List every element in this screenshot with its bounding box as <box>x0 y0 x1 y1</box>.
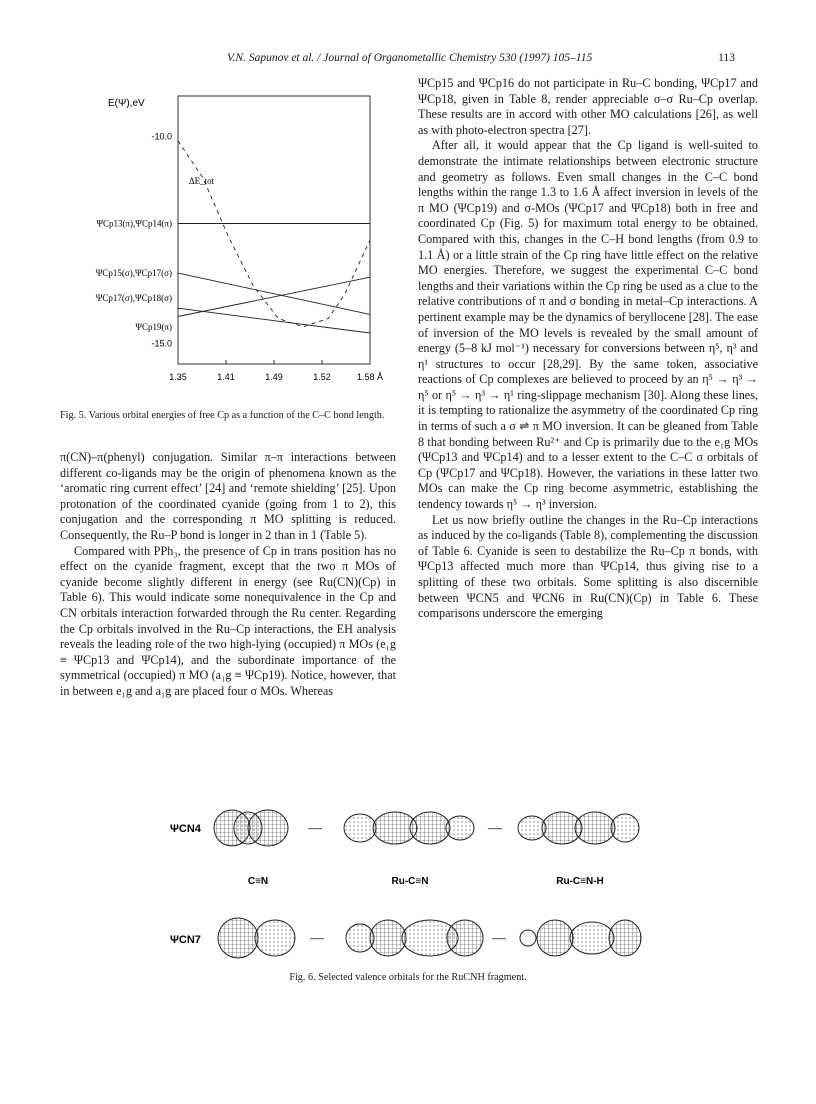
series-label: ΨCp15(σ),ΨCp17(σ) <box>95 268 172 279</box>
right-column <box>418 76 758 622</box>
fragment-label: Ru-C≡N-H <box>556 876 604 887</box>
series-line <box>178 277 370 316</box>
series-line <box>178 273 370 314</box>
orbital-cn4-rucnh <box>518 812 639 844</box>
orbital-cn7-cn <box>218 918 295 958</box>
fragment-label: C≡N <box>247 876 269 887</box>
series-label: ΨCp17(σ),ΨCp18(σ) <box>95 292 172 303</box>
orbital-cn7-rucn <box>346 920 483 956</box>
figure-6 <box>120 800 720 975</box>
fig6-caption: Fig. 6. Selected valence orbitals for the RuCNH fragment. <box>289 972 527 983</box>
fig6-row-label: ΨCN4 <box>170 823 201 835</box>
arrow-icon: — <box>492 931 506 946</box>
figure-5 <box>60 72 405 408</box>
arrow-icon: — <box>488 821 502 836</box>
fig5-caption: Fig. 5. Various orbital energies of free Cp as a function of the C–C bond length. <box>60 410 385 421</box>
fig6-orbitals <box>120 800 720 975</box>
x-tick-label: 1.52 <box>313 372 331 382</box>
series-label: ΨCp13(π),ΨCp14(π) <box>96 218 172 229</box>
plot-frame <box>178 96 370 364</box>
left-column <box>60 450 396 700</box>
x-tick-label: 1.58 Å <box>356 372 384 382</box>
series-line <box>178 141 370 327</box>
y-tick-label: -10.0 <box>151 131 172 142</box>
paragraph: After all, it would appear that the Cp ligand is well-suited to demonstrate the intimate relationships between electronic structure and geometry as follows. Even small changes in the C–C bond lengths within the range 1.3 to 1.6 Å affect inversion in levels of the π MO (ΨCp19) and σ-MOs (ΨCp17 and ΨCp18) both in free and coordinated Cp (Fig. 5) for maximum total energy to be obtained. Compared with this, changes in the C–H bond lengths (from 0.9 to 1.1 Å) or a little strain of the Cp ring have little effect on the relative MO energies. Therefore, we suggest the experimental C–C bond lengths and their variations within the Cp ring be used as a clue to the relative contributions of π and σ bonding in metal–Cp interactions. A pertinent example may be the dynamics of beryllocene [28]. The ease of inversion of the MO levels is revealed by the small amount of energy (5–8 kJ mol⁻¹) necessary for conversions between η⁵, η³ and η¹ structures to occur [28,29]. By the same token, associative reactions of Cp complexes are believed to proceed by an η⁵ → η³ → η⁵ or η⁵ → η³ → η¹ ring-slippage mechanism [30]. Along these lines, it is tempting to rationalize the asymmetry of the coordinated Cp ring in terms of such a σ ⇌ π MO inversion. It can be gleaned from Table 8 that bonding between Ru²⁺ and Cp is primarily due to the e₁g MOs (ΨCp13 and ΨCp14) and to a lesser extent to the C–C σ orbitals of Cp (ΨCp17 and ΨCp18). However, the variations in these latter two MOs can make the Cp ring become asymmetric, establishing the tendency towards η⁵ → η³ inversion. <box>418 138 758 512</box>
paragraph: Compared with PPh₃, the presence of Cp in trans position has no effect on the cyanide fragment, except that the two π MOs of cyanide become slightly different in energy (see Ru(CN)(Cp) in Table 6). This would indicate some nonequivalence in the Cp and CN orbitals interaction forwarded through the Ru center. Regarding the Cp orbitals involved in the Ru–Cp interactions, the EH analysis reveals the leading role of the two high-lying (occupied) π MOs (e₁g ≡ ΨCp13 and ΨCp14), and the subordinate importance of the symmetrical (occupied) π MO (a₁g ≡ ΨCp19). Notice, however, that in between e₁g and a₁g are placed four σ MOs. Whereas <box>60 543 396 698</box>
x-tick-label: 1.35 <box>169 372 187 382</box>
orbital-cn4-rucn <box>344 812 474 844</box>
arrow-icon: — <box>308 821 322 836</box>
annotation-delta-etot: ΔE_tot <box>188 176 215 187</box>
y-axis-label: E(Ψ),eV <box>108 98 145 109</box>
paragraph: Let us now briefly outline the changes in the Ru–Cp interactions as induced by the co-ligands (Table 8), complementing the discussion of Table 6. Cyanide is seen to destabilize the Ru–Cp π bonds, with ΨCp13 affected much more than ΨCp14, thus giving rise to a splitting of these two orbitals. Some splitting is also discernible between ΨCN5 and ΨCN6 in Ru(CN)(Cp) in Table 6. These comparisons underscore the emerging <box>418 512 758 621</box>
y-tick-label: -15.0 <box>151 338 172 349</box>
x-tick-label: 1.49 <box>265 372 283 382</box>
page-number: 113 <box>718 52 735 64</box>
fig6-row-label: ΨCN7 <box>170 934 201 946</box>
paragraph: ΨCp15 and ΨCp16 do not participate in Ru–C bonding, ΨCp17 and ΨCp18, given in Table 8, render appreciable σ–σ Ru–Cp overlap. These results are in accord with other MO calculations [26], as well as with photo-electron spectra [27]. <box>418 76 758 137</box>
x-tick-label: 1.41 <box>217 372 235 382</box>
arrow-icon: — <box>310 931 324 946</box>
fragment-label: Ru-C≡N <box>391 876 429 887</box>
series-line <box>178 308 370 333</box>
orbital-cn4-cn <box>214 810 288 846</box>
journal-citation: V.N. Sapunov et al. / Journal of Organometallic Chemistry 530 (1997) 105–115 <box>227 52 593 64</box>
paragraph: π(CN)–π(phenyl) conjugation. Similar π–π interactions between different co-ligands may be the origin of phenomena known as the ‘aromatic ring current effect’ [24] and ‘remote shielding’ [25]. Upon protonation of the coordinated cyanide (going from 1 to 2), this conjugation and the corresponding π MO splitting is reduced. Consequently, the Ru–P bond is longer in 2 than in 1 (Table 5). <box>60 450 396 542</box>
orbital-cn7-rucnh <box>520 920 641 956</box>
series-label: ΨCp19(π) <box>135 321 172 332</box>
fig5-chart <box>60 72 405 408</box>
